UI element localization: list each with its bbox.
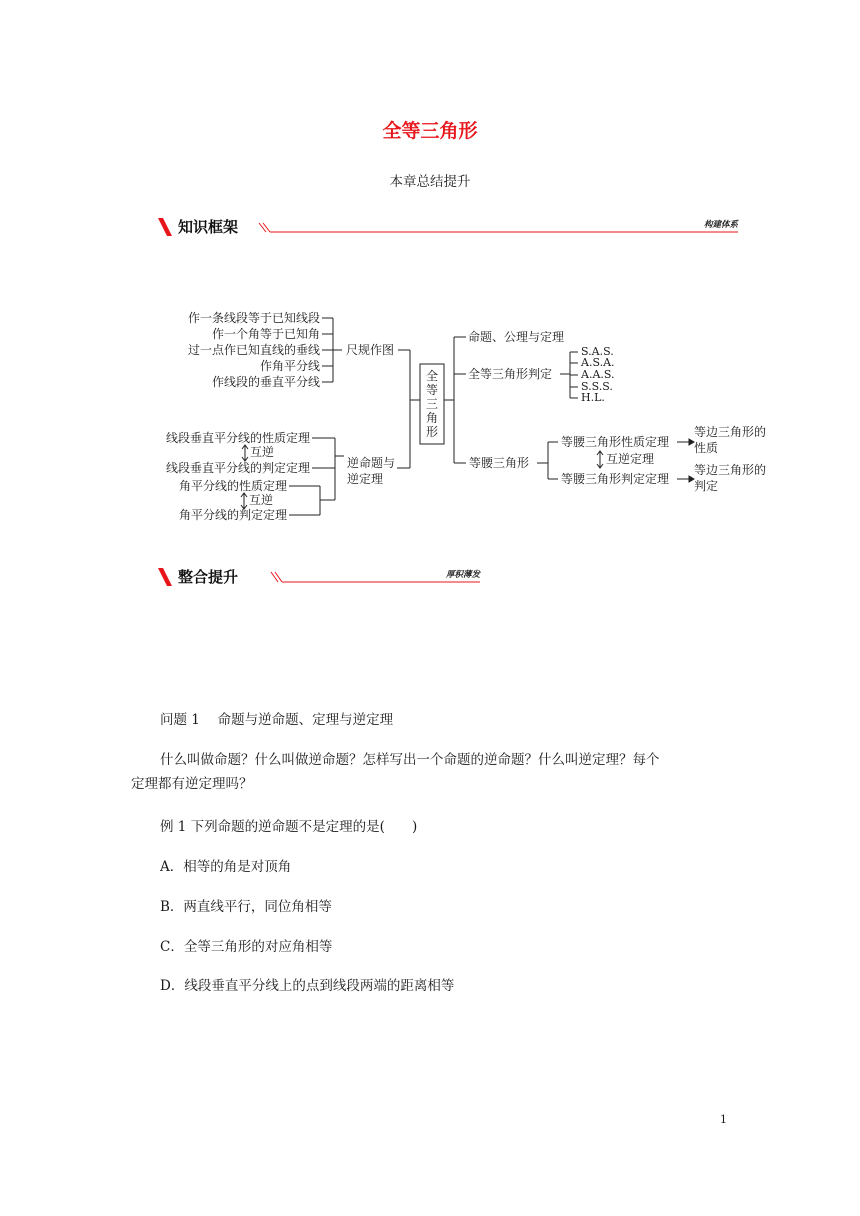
converse-node-line2: 逆定理 xyxy=(347,472,384,486)
equilateral-property-line1: 等边三角形的 xyxy=(694,425,767,439)
construction-item: 作一个角等于已知角 xyxy=(211,327,320,341)
equilateral-converse-line1: 等边三角形的 xyxy=(694,463,767,477)
center-char: 等 xyxy=(425,383,438,397)
isosceles-mutual-label: 互逆定理 xyxy=(606,452,655,466)
criterion-item: A.A.S. xyxy=(581,368,615,381)
center-char: 三 xyxy=(425,397,438,411)
construction-item: 作线段的垂直平分线 xyxy=(211,375,320,389)
framework-banner-tag: 构建体系 xyxy=(703,220,738,230)
page-number: 1 xyxy=(720,1113,727,1126)
option-a: A．相等的角是对顶角 xyxy=(160,859,292,875)
framework-banner-label: 知识框架 xyxy=(178,218,239,236)
page-title: 全等三角形 xyxy=(382,120,478,142)
angle-bisector-converse: 角平分线的判定定理 xyxy=(178,508,287,522)
problem-heading: 问题 1 命题与逆命题、定理与逆定理 xyxy=(160,712,394,728)
criterion-item: S.A.S. xyxy=(581,345,614,358)
integration-banner-label: 整合提升 xyxy=(178,568,239,586)
congruence-criteria-node: 全等三角形判定 xyxy=(468,367,553,381)
center-char: 角 xyxy=(425,411,438,425)
converse-node-line1: 逆命题与 xyxy=(347,456,396,470)
isosceles-node: 等腰三角形 xyxy=(469,456,530,470)
mutual-converse-label: 互逆 xyxy=(250,445,275,459)
angle-bisector-property: 角平分线的性质定理 xyxy=(178,479,287,493)
integration-banner-tag: 厚积薄发 xyxy=(445,570,480,580)
equilateral-property-line2: 性质 xyxy=(694,441,719,455)
perp-bisector-converse: 线段垂直平分线的判定定理 xyxy=(165,461,310,475)
isosceles-converse-node: 等腰三角形判定定理 xyxy=(561,472,670,486)
criterion-item: A.S.A. xyxy=(581,356,615,369)
construction-item: 作角平分线 xyxy=(259,359,320,373)
example-question: 例 1 下列命题的逆命题不是定理的是( ) xyxy=(160,819,418,835)
perp-bisector-property: 线段垂直平分线的性质定理 xyxy=(165,431,310,445)
page-subtitle: 本章总结提升 xyxy=(389,174,471,190)
option-c: C．全等三角形的对应角相等 xyxy=(160,939,333,955)
proposition-node: 命题、公理与定理 xyxy=(468,330,565,344)
center-char: 形 xyxy=(425,425,438,439)
criterion-item: S.S.S. xyxy=(581,380,613,393)
problem-paragraph-line1: 什么叫做命题？什么叫做逆命题？怎样写出一个命题的逆命题？什么叫逆定理？每个 xyxy=(160,752,660,768)
equilateral-converse-line2: 判定 xyxy=(694,479,719,493)
mutual-converse-label: 互逆 xyxy=(249,493,274,507)
center-char: 全 xyxy=(425,369,438,383)
problem-paragraph-line2: 定理都有逆定理吗？ xyxy=(131,776,253,792)
construction-item: 过一点作已知直线的垂线 xyxy=(187,343,320,357)
option-d: D．线段垂直平分线上的点到线段两端的距离相等 xyxy=(160,978,455,994)
criterion-item: H.L. xyxy=(581,391,605,404)
center-node xyxy=(422,369,442,439)
option-b: B．两直线平行，同位角相等 xyxy=(160,899,332,915)
construction-item: 作一条线段等于已知线段 xyxy=(187,311,320,325)
ruler-compass-node: 尺规作图 xyxy=(346,343,395,357)
isosceles-property-node: 等腰三角形性质定理 xyxy=(561,435,670,449)
